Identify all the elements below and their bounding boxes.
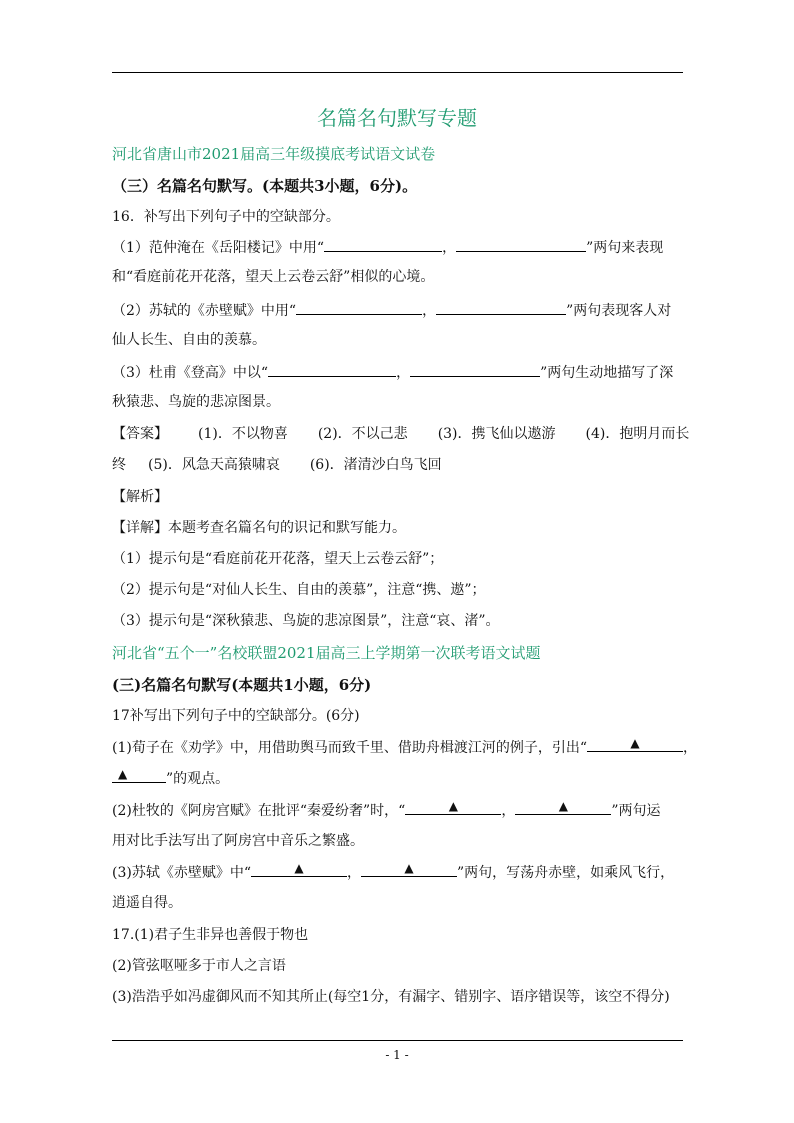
answer-item: (2)．不以己悲 [317, 426, 408, 442]
section1-source: 河北省唐山市2021届高三年级摸底考试语文试卷 [112, 145, 436, 163]
section1-q3-cont: 秋猿悲、鸟旋的悲凉图景。 [112, 394, 280, 410]
section2-answer-line: (3)浩浩乎如冯虚御风而不知其所止(每空1分，有漏字、错别字、语序错误等，该空不得分) [112, 989, 670, 1005]
answer-blank[interactable] [268, 362, 396, 377]
answer-item: (5)．风急天高猿啸哀 [148, 457, 280, 473]
section1-answer-line-2: 终 (5)．风急天高猿啸哀 (6)．渚清沙白鸟飞回 [112, 457, 442, 473]
section1-q3-line: （3）杜甫《登高》中以“ ， ”两句生动地描写了深 [112, 362, 684, 383]
section2-header: (三)名篇名句默写(本题共1小题，6分) [112, 676, 372, 694]
answer-blank[interactable]: ▲ [405, 800, 501, 815]
answer-label: 【答案】 [112, 426, 168, 442]
section2-q3-line: (3)苏轼《赤壁赋》中“ ▲ ， ▲ ”两句，写荡舟赤壁，如乘风飞行， [112, 861, 675, 881]
section2-q3-cont: 逍遥自得。 [112, 895, 182, 911]
section1-q1-line: （1）范仲淹在《岳阳楼记》中用“ ， ”两句来表现 [112, 237, 684, 258]
detail-line: 【详解】本题考查名篇名句的识记和默写能力。 [112, 520, 406, 536]
section1-q1-cont: 和“看庭前花开花落，望天上云卷云舒”相似的心境。 [112, 269, 435, 285]
answer-blank[interactable]: ▲ [112, 768, 166, 783]
section2-q1-cont: ▲ ”的观点。 [112, 768, 684, 789]
section2-q2-cont: 用对比手法写出了阿房宫中音乐之繁盛。 [112, 833, 364, 849]
section1-q2-line: （2）苏轼的《赤壁赋》中用“ ， ”两句表现客人对 [112, 300, 684, 321]
answer-blank[interactable] [410, 362, 540, 377]
section1-q2-cont: 仙人长生、自由的羡慕。 [112, 332, 266, 348]
answer-item: (1)．不以物喜 [198, 426, 288, 442]
hint-line: （2）提示句是“对仙人长生、自由的羡慕”，注意“携、遨”； [112, 582, 486, 598]
answer-blank[interactable] [296, 300, 422, 315]
hint-line: （1）提示句是“看庭前花开花落，望天上云卷云舒”； [112, 551, 444, 567]
answer-item: (3)．携飞仙以遨游 [437, 426, 556, 442]
answer-blank[interactable]: ▲ [251, 862, 347, 877]
analysis-label: 【解析】 [112, 489, 168, 505]
answer-blank[interactable] [456, 237, 586, 252]
section2-q1-line: (1)荀子在《劝学》中，用借助舆马而致千里、借助舟楫渡江河的例子，引出“ ▲ ， [112, 736, 697, 756]
section1-header: （三）名篇名句默写。(本题共3小题，6分)。 [112, 177, 418, 195]
answer-blank[interactable]: ▲ [587, 737, 683, 752]
hint-line: （3）提示句是“深秋猿悲、鸟旋的悲凉图景”，注意“哀、渚”。 [112, 613, 500, 629]
answer-blank[interactable]: ▲ [361, 862, 457, 877]
page-number: - 1 - [385, 1048, 409, 1062]
answer-blank[interactable] [324, 237, 442, 252]
answer-blank[interactable]: ▲ [515, 800, 611, 815]
section2-question-stem: 17补写出下列句子中的空缺部分。(6分) [112, 708, 360, 724]
section2-source: 河北省“五个一”名校联盟2021届高三上学期第一次联考语文试题 [112, 644, 541, 662]
section1-question-stem: 16．补写出下列句子中的空缺部分。 [112, 209, 340, 225]
section1-answer-line [112, 424, 690, 444]
section2-answer-line: 17.(1)君子生非异也善假于物也 [112, 927, 309, 943]
answer-item: (4)．抱明月而长 [585, 426, 690, 442]
header-rule [112, 72, 683, 73]
answer-blank[interactable] [436, 300, 566, 315]
section2-q2-line: (2)杜牧的《阿房宫赋》在批评“秦爱纷奢”时，“ ▲ ， ▲ ”两句运 [112, 799, 661, 819]
answer-item: (6)．渚清沙白鸟飞回 [309, 457, 442, 473]
section2-answer-line: (2)管弦呕哑多于市人之言语 [112, 958, 286, 974]
page-title: 名篇名句默写专题 [317, 106, 477, 130]
footer-rule [112, 1040, 683, 1041]
